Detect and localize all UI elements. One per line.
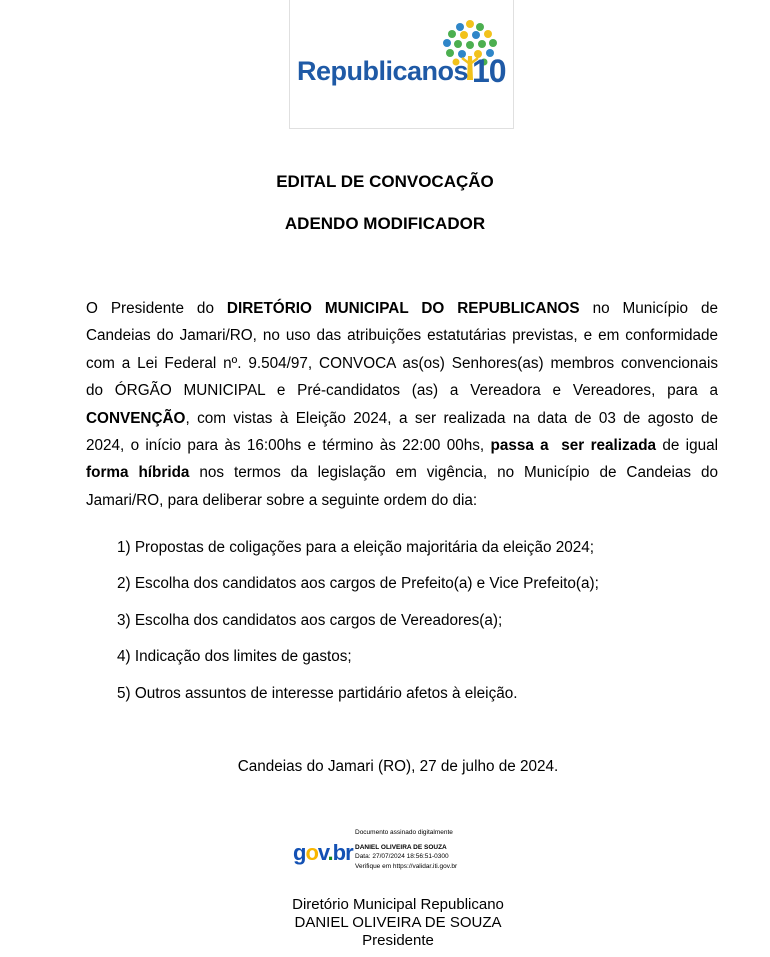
signatory-org: Diretório Municipal Republicano xyxy=(292,896,504,913)
body-line: CONVENÇÃO, com vistas à Eleição 2024, a ser realizada na data de 03 de agosto de xyxy=(86,409,718,427)
signature-header: Documento assinado digitalmente xyxy=(355,829,453,836)
agenda-item: 3) Escolha dos candidatos aos cargos de Vereadores(a); xyxy=(117,611,503,629)
signature-details xyxy=(355,828,457,871)
signature-date: Data: 27/07/2024 18:56:51-0300 xyxy=(355,853,449,860)
place-date: Candeias do Jamari (RO), 27 de julho de 2024. xyxy=(237,758,559,775)
signatory-name: DANIEL OLIVEIRA DE SOUZA xyxy=(294,914,502,931)
body-line: Candeias do Jamari/RO, no uso das atribuições estatutárias previstas, e em conformidade xyxy=(86,327,718,345)
signature-verify-url: Verifique em https://validar.iti.gov.br xyxy=(355,862,458,870)
govbr-logo: gov.br xyxy=(293,840,353,865)
agenda-item: 4) Indicação dos limites de gastos; xyxy=(117,648,352,666)
body-line: O Presidente do DIRETÓRIO MUNICIPAL DO REPUBLICANOS no Município de xyxy=(86,300,718,317)
document-title: EDITAL DE CONVOCAÇÃO xyxy=(276,172,494,191)
digital-signature-stamp xyxy=(293,828,503,874)
document-subtitle: ADENDO MODIFICADOR xyxy=(284,214,486,233)
agenda-item: 1) Propostas de coligações para a eleição majoritária da eleição 2024; xyxy=(117,539,595,556)
body-line: 2024, o início para às 16:00hs e término às 22:00 00hs, passa a ser realizada de igual xyxy=(86,436,718,454)
party-number: 10 xyxy=(472,53,506,89)
agenda-item: 5) Outros assuntos de interesse partidário afetos à eleição. xyxy=(117,684,518,702)
signatory-block xyxy=(0,896,770,950)
signatory-role: Presidente xyxy=(362,932,434,949)
body-paragraph xyxy=(86,295,718,514)
body-line: Jamari/RO, para deliberar sobre a seguinte ordem do dia: xyxy=(86,491,478,509)
body-line: do ÓRGÃO MUNICIPAL e Pré-candidatos (as) a Vereadora e Vereadores, para a xyxy=(86,382,718,400)
agenda-item: 2) Escolha dos candidatos aos cargos de Prefeito(a) e Vice Prefeito(a); xyxy=(117,575,599,593)
party-name: Republicanos xyxy=(297,56,469,86)
party-logo xyxy=(289,0,514,129)
body-line: com a Lei Federal nº. 9.504/97, CONVOCA as(os) Senhores(as) membros convencionais xyxy=(86,354,718,372)
agenda-list xyxy=(117,537,599,719)
signer-name: DANIEL OLIVEIRA DE SOUZA xyxy=(355,843,447,851)
body-line: forma híbrida nos termos da legislação em vigência, no Município de Candeias do xyxy=(86,464,718,482)
